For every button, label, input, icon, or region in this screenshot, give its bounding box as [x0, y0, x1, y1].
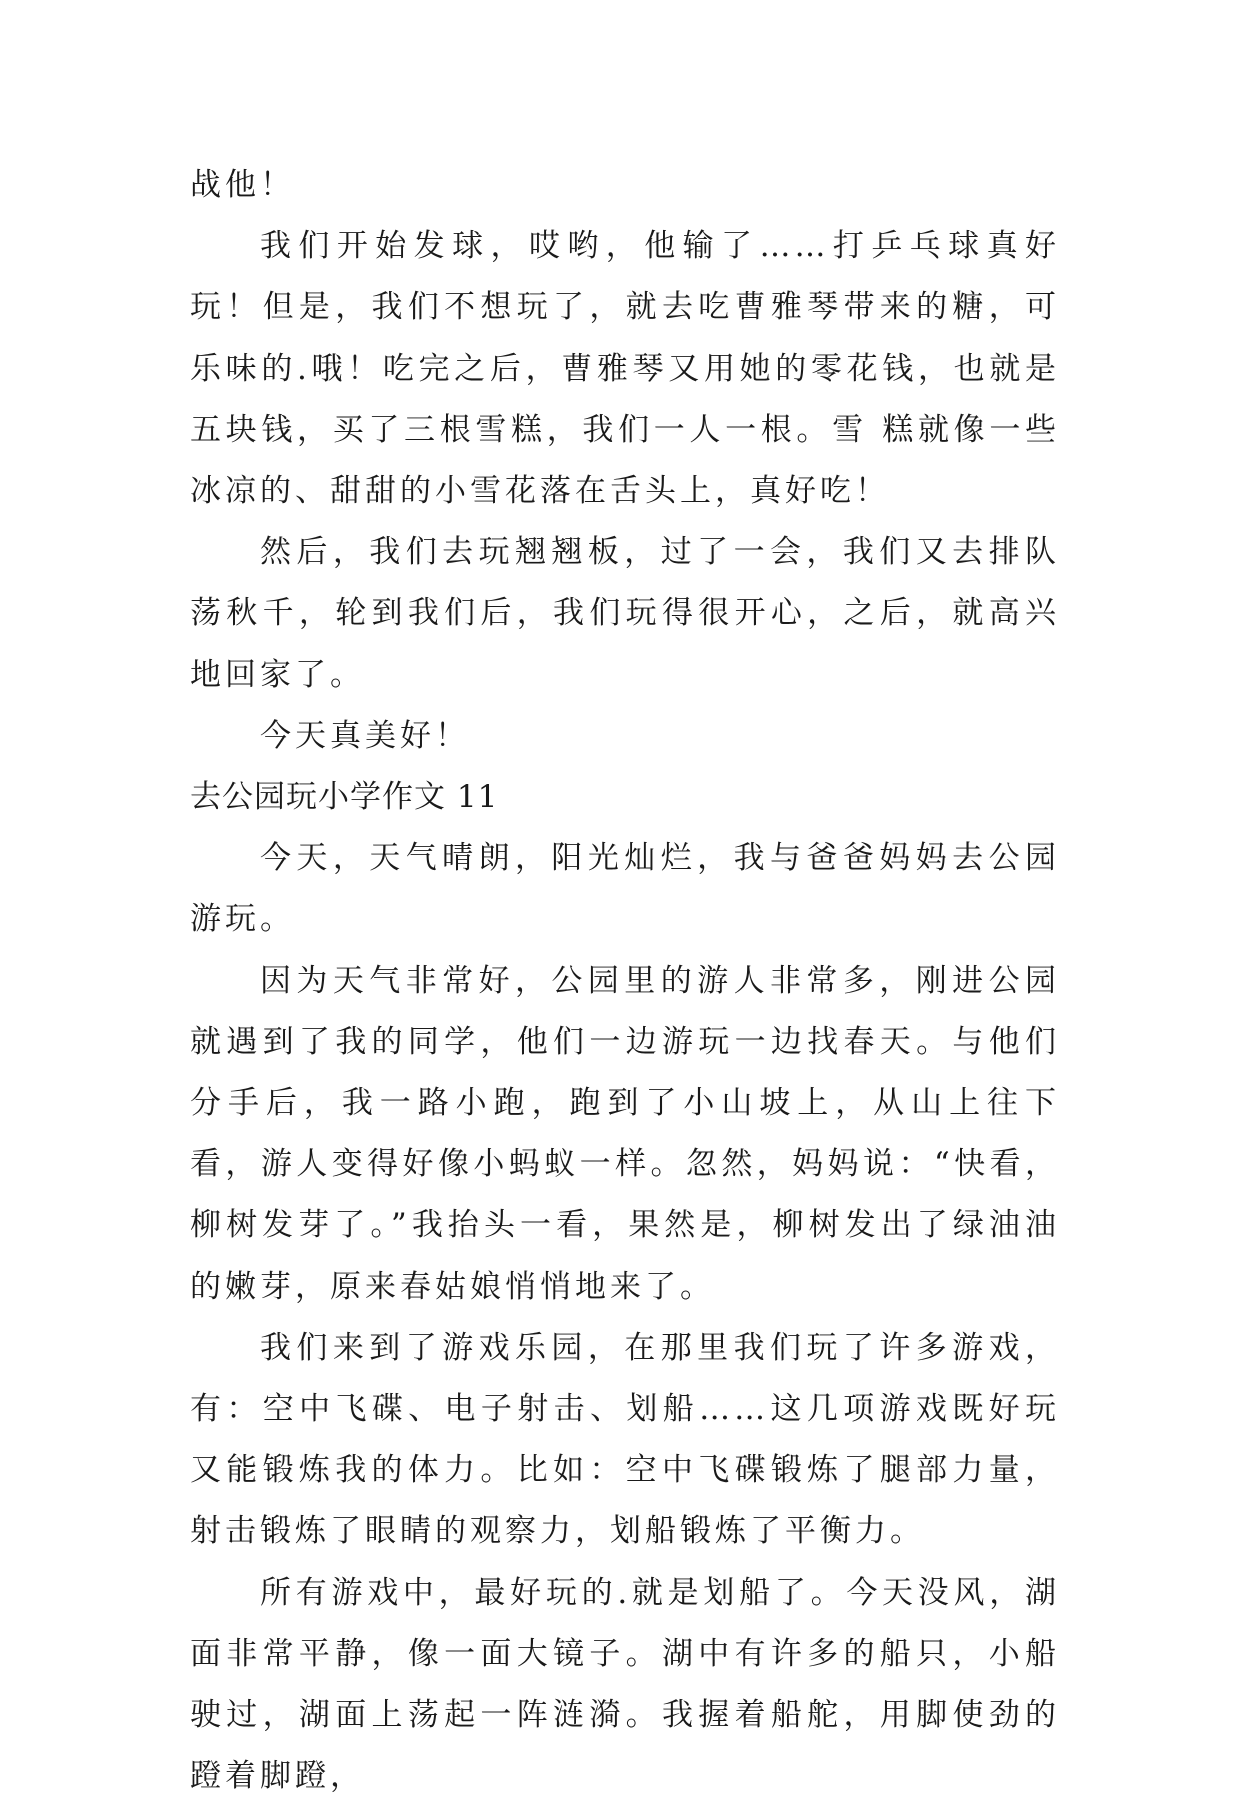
- document-body: [190, 155, 1060, 1807]
- section-heading: 去公园玩小学作文 11: [190, 779, 499, 816]
- paragraph-7: 我们来到了游戏乐园，在那里我们玩了许多游戏，有：空中飞碟、电子射击、划船……这几项游戏既好玩又能锻炼我的体力。比如：空中飞碟锻炼了腿部力量，射击锻炼了眼睛的观察力，划船锻炼了平衡力。: [190, 1329, 1060, 1550]
- paragraph-3: 然后，我们去玩翘翘板，过了一会，我们又去排队荡秋千，轮到我们后，我们玩得很开心，之后，就高兴地回家了。: [190, 534, 1060, 693]
- paragraph-5: 今天，天气晴朗，阳光灿烂，我与爸爸妈妈去公园游玩。: [190, 840, 1060, 938]
- paragraph-6: 因为天气非常好，公园里的游人非常多，刚进公园就遇到了我的同学，他们一边游玩一边找春天。与他们分手后，我一路小跑，跑到了小山坡上，从山上往下看，游人变得好像小蚂蚁一样。忽然，妈妈说：“快看，柳树发芽了。”我抬头一看，果然是，柳树发出了绿油油的嫩芽，原来春姑娘悄悄地来了。: [190, 962, 1060, 1305]
- paragraph-2: 我们开始发球，哎哟，他输了……打乒乓球真好玩！但是，我们不想玩了，就去吃曹雅琴带来的糖，可乐味的.哦！吃完之后，曹雅琴又用她的零花钱，也就是五块钱，买了三根雪糕，我们一人一根。雪 糕就像一些冰凉的、甜甜的小雪花落在舌头上，真好吃！: [190, 228, 1060, 510]
- paragraph-1: 战他！: [190, 167, 295, 203]
- paragraph-4: 今天真美好！: [260, 717, 470, 754]
- paragraph-8: 所有游戏中，最好玩的.就是划船了。今天没风，湖面非常平静，像一面大镜子。湖中有许多的船只，小船驶过，湖面上荡起一阵涟漪。我握着船舵，用脚使劲的蹬着脚蹬，: [190, 1574, 1060, 1795]
